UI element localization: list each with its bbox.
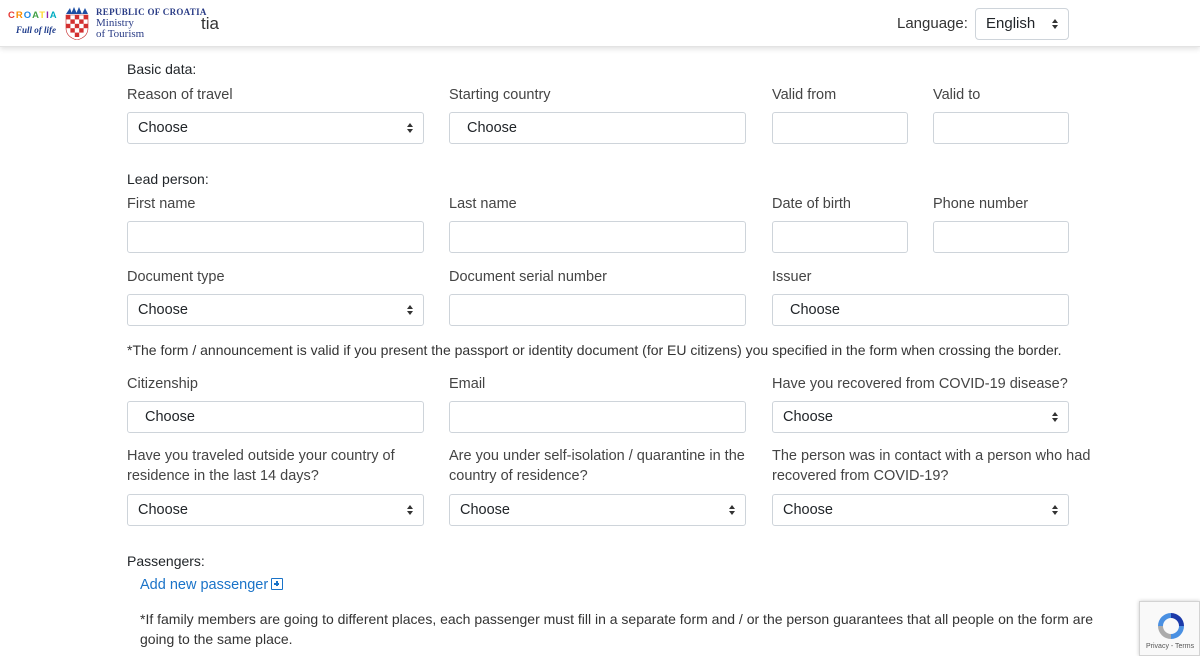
select-arrows-icon bbox=[407, 123, 413, 133]
traveled-select[interactable] bbox=[127, 494, 424, 526]
first-name-input[interactable] bbox=[127, 221, 424, 253]
recaptcha-badge[interactable] bbox=[1139, 601, 1200, 656]
coat-of-arms-icon bbox=[64, 6, 90, 40]
starting-country-select[interactable] bbox=[449, 112, 746, 144]
last-name-label: Last name bbox=[449, 196, 517, 212]
recovered-label: Have you recovered from COVID-19 disease? bbox=[772, 376, 1068, 392]
doc-type-select[interactable] bbox=[127, 294, 424, 326]
passengers-note-line2: going to the same place. bbox=[140, 631, 293, 647]
add-passenger-link[interactable] bbox=[140, 577, 283, 593]
recaptcha-icon bbox=[1155, 610, 1187, 642]
select-arrows-icon bbox=[407, 305, 413, 315]
starting-country-label: Starting country bbox=[449, 87, 551, 103]
doc-serial-label: Document serial number bbox=[449, 269, 607, 285]
isolation-value: Choose bbox=[460, 502, 510, 518]
page-title-partial: tia bbox=[201, 14, 219, 33]
isolation-label-line1: Are you under self-isolation / quarantine in the bbox=[449, 448, 745, 464]
issuer-label: Issuer bbox=[772, 269, 812, 285]
plus-square-icon bbox=[271, 578, 283, 590]
passengers-title: Passengers: bbox=[127, 553, 205, 569]
top-bar bbox=[0, 0, 1200, 47]
reason-label: Reason of travel bbox=[127, 87, 233, 103]
dob-label: Date of birth bbox=[772, 196, 851, 212]
phone-input[interactable] bbox=[933, 221, 1069, 253]
starting-country-value: Choose bbox=[467, 120, 517, 136]
doc-type-label: Document type bbox=[127, 269, 225, 285]
ministry-name-line1: Ministry bbox=[96, 17, 134, 29]
reason-value: Choose bbox=[138, 120, 188, 136]
isolation-select[interactable] bbox=[449, 494, 746, 526]
select-arrows-icon bbox=[407, 505, 413, 515]
reason-select[interactable] bbox=[127, 112, 424, 144]
contact-select[interactable] bbox=[772, 494, 1069, 526]
select-arrows-icon bbox=[1052, 19, 1058, 29]
traveled-label bbox=[127, 446, 395, 486]
croatia-logo[interactable] bbox=[8, 6, 60, 40]
contact-label bbox=[772, 446, 1090, 486]
passengers-note bbox=[140, 609, 1130, 649]
traveled-value: Choose bbox=[138, 502, 188, 518]
language-select[interactable] bbox=[975, 8, 1069, 40]
dob-input[interactable] bbox=[772, 221, 908, 253]
valid-from-input[interactable] bbox=[772, 112, 908, 144]
first-name-label: First name bbox=[127, 196, 196, 212]
ministry-name-line2: of Tourism bbox=[96, 28, 145, 40]
valid-to-input[interactable] bbox=[933, 112, 1069, 144]
phone-label: Phone number bbox=[933, 196, 1029, 212]
email-label: Email bbox=[449, 376, 486, 392]
ministry-republic: REPUBLIC OF CROATIA bbox=[96, 7, 207, 17]
last-name-input[interactable] bbox=[449, 221, 746, 253]
isolation-label bbox=[449, 446, 745, 486]
language-label: Language: bbox=[897, 15, 968, 32]
contact-label-line2: recovered from COVID-19? bbox=[772, 468, 949, 484]
croatia-logo-tagline: Full of life bbox=[16, 25, 56, 35]
contact-label-line1: The person was in contact with a person who had bbox=[772, 448, 1091, 464]
citizenship-label: Citizenship bbox=[127, 376, 198, 392]
select-arrows-icon bbox=[1052, 412, 1058, 422]
ministry-logo-text bbox=[96, 7, 207, 40]
basic-data-title: Basic data: bbox=[127, 61, 197, 77]
recovered-select[interactable] bbox=[772, 401, 1069, 433]
croatia-logo-word: CROATIA bbox=[8, 10, 58, 21]
recaptcha-footer[interactable]: Privacy - Terms bbox=[1146, 643, 1195, 650]
traveled-label-line2: residence in the last 14 days? bbox=[127, 468, 319, 484]
citizenship-select[interactable] bbox=[127, 401, 424, 433]
issuer-select[interactable] bbox=[772, 294, 1069, 326]
valid-from-label: Valid from bbox=[772, 87, 837, 103]
doc-serial-input[interactable] bbox=[449, 294, 746, 326]
lead-person-title: Lead person: bbox=[127, 171, 209, 187]
passengers-note-line1: *If family members are going to different places, each passenger must fill in a separate form and / or the person guarantees that all people on the form are bbox=[140, 611, 1094, 627]
language-value: English bbox=[986, 15, 1036, 32]
document-note: *The form / announcement is valid if you present the passport or identity document (for EU citizens) you specified in the form when crossing the border. bbox=[127, 342, 1062, 358]
contact-value: Choose bbox=[783, 502, 833, 518]
email-input[interactable] bbox=[449, 401, 746, 433]
doc-type-value: Choose bbox=[138, 302, 188, 318]
citizenship-value: Choose bbox=[145, 409, 195, 425]
select-arrows-icon bbox=[1052, 505, 1058, 515]
recovered-value: Choose bbox=[783, 409, 833, 425]
select-arrows-icon bbox=[729, 505, 735, 515]
valid-to-label: Valid to bbox=[933, 87, 981, 103]
traveled-label-line1: Have you traveled outside your country of bbox=[127, 448, 395, 464]
add-passenger-label: Add new passenger bbox=[140, 577, 269, 593]
isolation-label-line2: country of residence? bbox=[449, 468, 588, 484]
issuer-value: Choose bbox=[790, 302, 840, 318]
